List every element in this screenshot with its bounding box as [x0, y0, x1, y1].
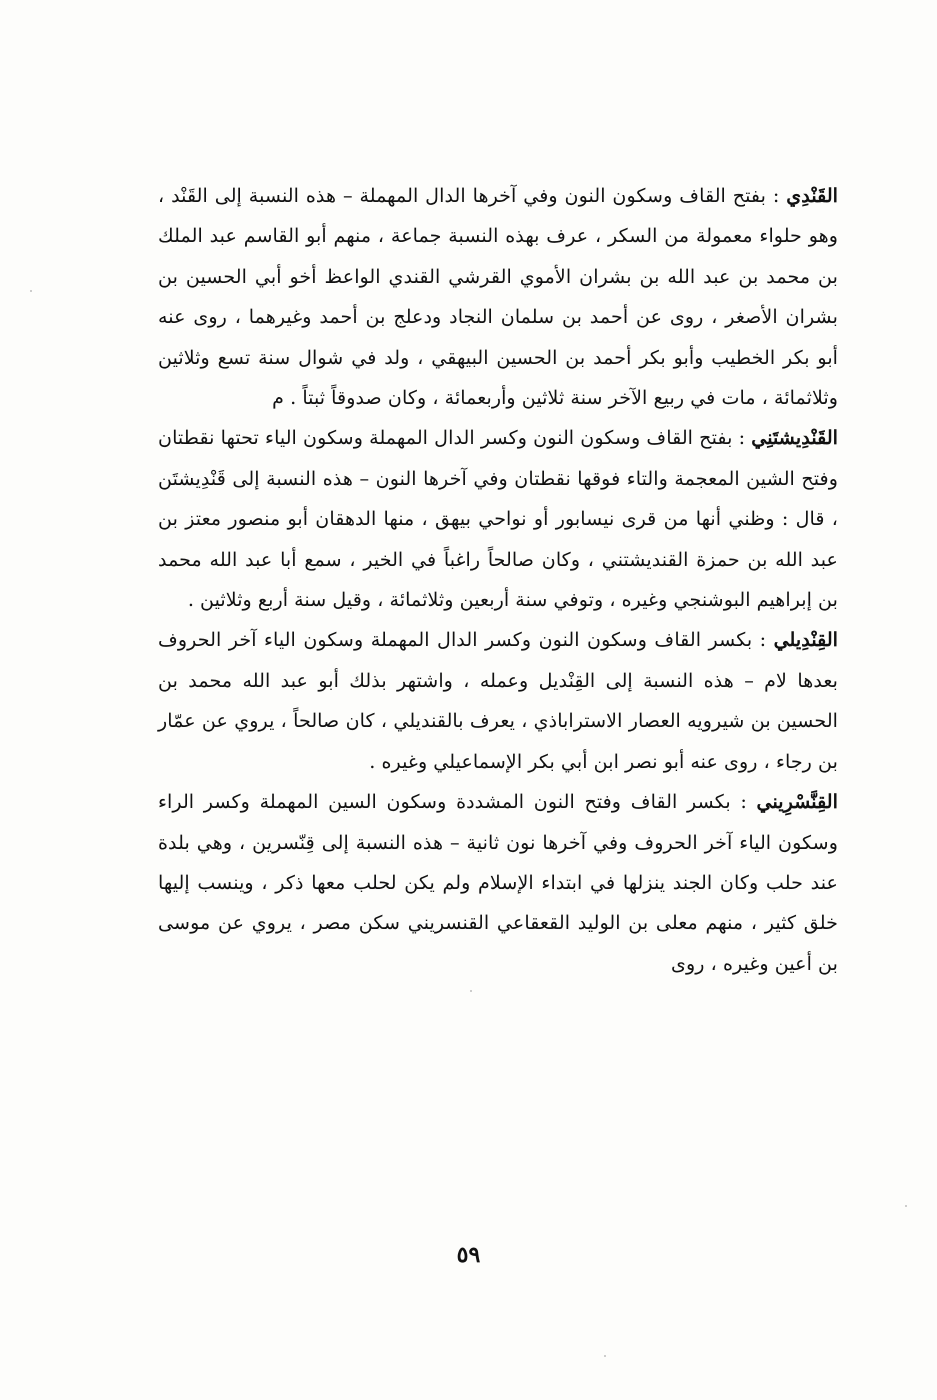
- scan-speck: [470, 990, 472, 992]
- page-number: ٥٩: [456, 1242, 481, 1268]
- entry-lemma: القِنَّسْرِيني: [756, 790, 838, 814]
- entry-qindili: [158, 620, 838, 782]
- scan-speck: [30, 290, 32, 292]
- entry-body: : بكسر القاف وسكون النون وكسر الدال المهملة وسكون الياء آخر الحروف بعدها لام – هذه النسبة إلى القِنْديل وعمله ، واشتهر بذلك أبو عبد الله محمد بن الحسين بن شيرويه العصار الاستراباذي ، يعرف بالقنديلي ، كان صالحاً ، يروي عن عمّار بن رجاء ، روى عنه أبو نصر ابن أبي بكر الإسماعيلي وغيره .: [158, 628, 838, 773]
- entry-body: : بكسر القاف وفتح النون المشددة وسكون السين المهملة وكسر الراء وسكون الياء آخر الحروف وفي آخرها نون ثانية – هذه النسبة إلى قِنّسرين ، وهي بلدة عند حلب وكان الجند ينزلها في ابتداء الإسلام ولم يكن لحلب معها ذكر ، وينسب إليها خلق كثير ، منهم معلى بن الوليد القعقاعي القنسريني سكن مصر ، يروي عن موسى بن أعين وغيره ، روى: [158, 790, 838, 975]
- main-text: [158, 176, 838, 984]
- entry-lemma: القَنْدِيشتَنِي: [751, 426, 838, 450]
- scan-speck: [905, 1205, 907, 1207]
- scan-speck: [604, 1355, 606, 1357]
- entry-body: : بفتح القاف وسكون النون وكسر الدال المهملة وسكون الياء تحتها نقطتان وفتح الشين المعجمة والتاء فوقها نقطتان وفي آخرها النون – هذه النسبة إلى قَنْدِيشتَن ، قال : وظني أنها من قرى نيسابور أو نواحي بيهق ، منها الدهقان أبو منصور معتز بن عبد الله بن حمزة القنديشتني ، وكان صالحاً راغباً في الخير ، سمع أبا عبد الله محمد بن إبراهيم البوشنجي وغيره ، وتوفي سنة أربعين وثلاثمائة ، وقيل سنة أربع وثلاثين .: [158, 426, 838, 612]
- entry-qandi: [158, 176, 838, 418]
- entry-qinnasrini: [158, 782, 838, 984]
- entry-lemma: القِنْدِيلي: [773, 628, 838, 652]
- entry-body: : بفتح القاف وسكون النون وفي آخرها الدال المهملة – هذه النسبة إلى القَنْد ، وهو حلواء معمولة من السكر ، عرف بهذه النسبة جماعة ، منهم أبو القاسم عبد الملك بن محمد بن عبد الله بن بشران الأموي القرشي القندي الواعظ أخو أبي الحسين بن بشران الأصغر ، روى عن أحمد بن سلمان النجاد ودعلج بن أحمد وغيرهما ، روى عنه أبو بكر الخطيب وأبو بكر أحمد بن الحسين البيهقي ، ولد في شوال سنة تسع وثلاثين وثلاثمائة ، مات في ربيع الآخر سنة ثلاثين وأربعمائة ، وكان صدوقاً ثبتاً . م: [158, 184, 838, 410]
- entry-lemma: القَنْدِي: [786, 184, 838, 207]
- entry-qandishtani: [158, 418, 838, 620]
